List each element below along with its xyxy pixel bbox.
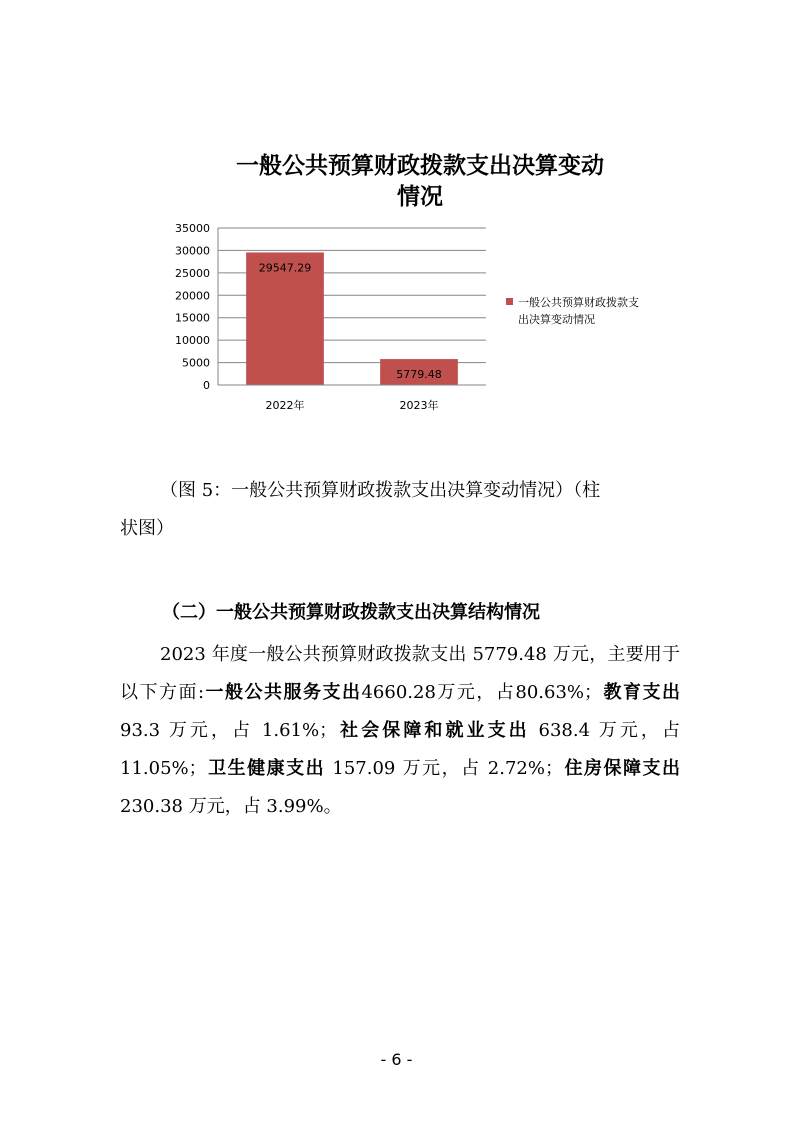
y-tick-label: 20000 [175,289,210,303]
legend-label-line2: 出决算变动情况 [518,313,595,326]
caption-line-1: （图 5：一般公共预算财政拨款支出决算变动情况）（柱 [160,480,601,501]
chart-title-line2: 情况 [397,184,443,210]
category-education: 教育支出 [602,682,681,703]
x-tick-label: 2023年 [399,399,439,412]
chart-plot [0,0,793,440]
body-text-3: 93.3 万元，占 1.61%； [120,720,338,741]
y-tick-label: 35000 [175,222,210,235]
caption-line-2: 状图） [120,518,174,539]
legend-label-line1: 一般公共预算财政拨款支 [518,296,639,309]
category-housing: 住房保障支出 [563,758,681,779]
y-tick-label: 30000 [175,244,210,258]
section-heading: （二）一般公共预算财政拨款支出决算结构情况 [162,602,540,623]
data-label: 5779.48 [396,368,442,382]
body-text-2: 4660.28万元，占80.63%； [361,682,603,703]
y-tick-label: 0 [203,379,210,392]
chart-title: 一般公共预算财政拨款支出决算变动 [236,153,604,179]
body-text-1: 2023 年度一般公共预算财政拨款支出 5779.48 万元，主要用于以下方面: [120,644,680,703]
category-social-security: 社会保障和就业支出 [337,720,530,741]
category-general-public-services: 一般公共服务支出 [204,682,362,703]
y-tick-label: 5000 [182,356,210,370]
page-number: - 6 - [380,1050,413,1069]
legend-swatch [506,298,513,305]
body-text-4: 638.4 万元，占 11.05%； [120,720,680,779]
y-tick-label: 15000 [175,311,210,325]
x-tick-label: 2022年 [265,399,305,412]
body-text-6: 230.38 万元，占 3.99%。 [120,796,342,817]
data-label: 29547.29 [258,261,312,275]
y-tick-label: 25000 [175,266,210,280]
category-health: 卫生健康支出 [206,758,326,779]
bar-chart [0,0,793,440]
body-text-5: 157.09 万元，占 2.72%； [325,758,563,779]
body-paragraph [120,636,680,826]
y-tick-label: 10000 [175,334,210,348]
figure-caption [120,472,680,548]
